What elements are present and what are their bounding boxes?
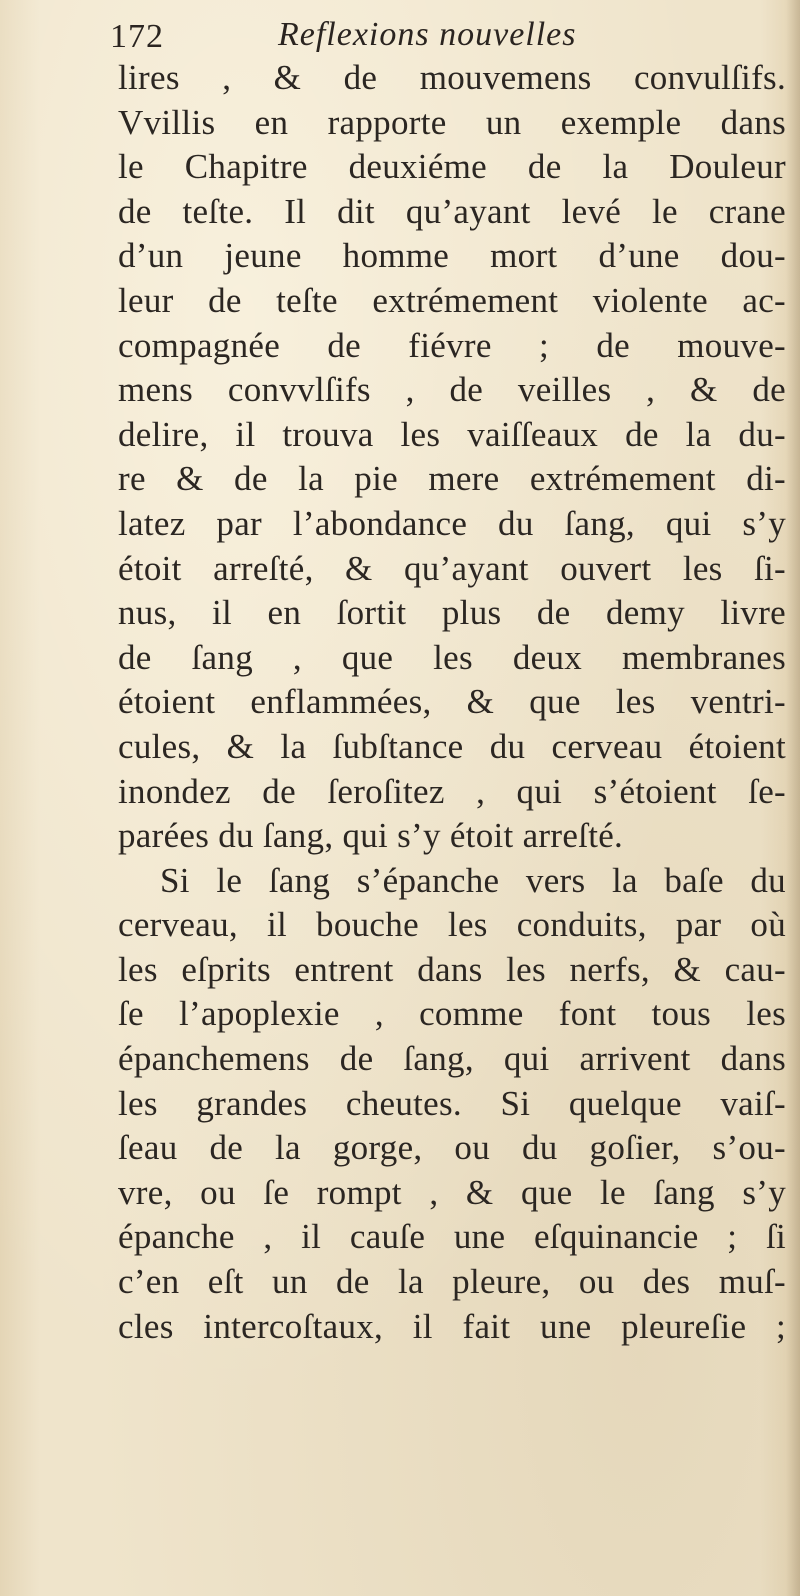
text-line: leur de teſte extrémement violente ac- <box>118 280 786 320</box>
text-line: le Chapitre deuxiéme de la Douleur <box>118 147 786 187</box>
text-line: compagnée de fiévre ; de mouve- <box>118 325 786 365</box>
page-header <box>110 14 670 62</box>
page-edge-shadow <box>786 0 800 1596</box>
text-line: lires , & de mouvemens convulſifs. <box>118 58 786 97</box>
text-line: parées du ſang, qui s’y étoit arreſté. <box>118 816 624 856</box>
text-line: étoit arreſté, & qu’ayant ouvert les ſi- <box>118 548 786 588</box>
body-text <box>118 56 786 1349</box>
text-line: nus, il en ſortit plus de demy livre <box>118 593 786 633</box>
text-line: vre, ou ſe rompt , & que le ſang s’y <box>118 1172 786 1212</box>
text-line: re & de la pie mere extrémement di- <box>118 459 786 499</box>
text-line: cules, & la ſubſtance du cerveau étoient <box>118 726 786 766</box>
text-line: Si le ſang s’épanche vers la baſe du <box>160 860 786 900</box>
text-line: c’en eſt un de la pleure, ou des muſ- <box>118 1262 786 1302</box>
text-line: de ſang , que les deux membranes <box>118 637 786 677</box>
text-line: étoient enflammées, & que les ventri- <box>118 682 786 722</box>
text-line: les eſprits entrent dans les nerfs, & cau- <box>118 949 786 989</box>
text-line: inondez de ſeroſitez , qui s’étoient ſe- <box>118 771 786 811</box>
text-line: ſe l’apoplexie , comme font tous les <box>118 994 786 1034</box>
text-line: épanche , il cauſe une eſquinancie ; ſi <box>118 1217 786 1257</box>
page-number: 172 <box>110 18 164 55</box>
text-line: latez par l’abondance du ſang, qui s’y <box>118 503 786 543</box>
text-line: d’un jeune homme mort d’une dou- <box>118 236 786 276</box>
text-line: delire, il trouva les vaiſſeaux de la du- <box>118 414 786 454</box>
text-line: épanchemens de ſang, qui arrivent dans <box>118 1039 786 1079</box>
running-title: Reflexions nouvelles <box>278 16 577 53</box>
text-line: de teſte. Il dit qu’ayant levé le crane <box>118 191 786 231</box>
text-line: cles intercoſtaux, il fait une pleureſie ; <box>118 1306 786 1346</box>
text-line: les grandes cheutes. Si quelque vaiſ- <box>118 1083 786 1123</box>
text-line: ſeau de la gorge, ou du goſier, s’ou- <box>118 1128 786 1168</box>
text-line: Vvillis en rapporte un exemple dans <box>118 102 786 142</box>
text-line: cerveau, il bouche les conduits, par où <box>118 905 786 945</box>
text-line: mens convvlſifs , de veilles , & de <box>118 370 786 410</box>
